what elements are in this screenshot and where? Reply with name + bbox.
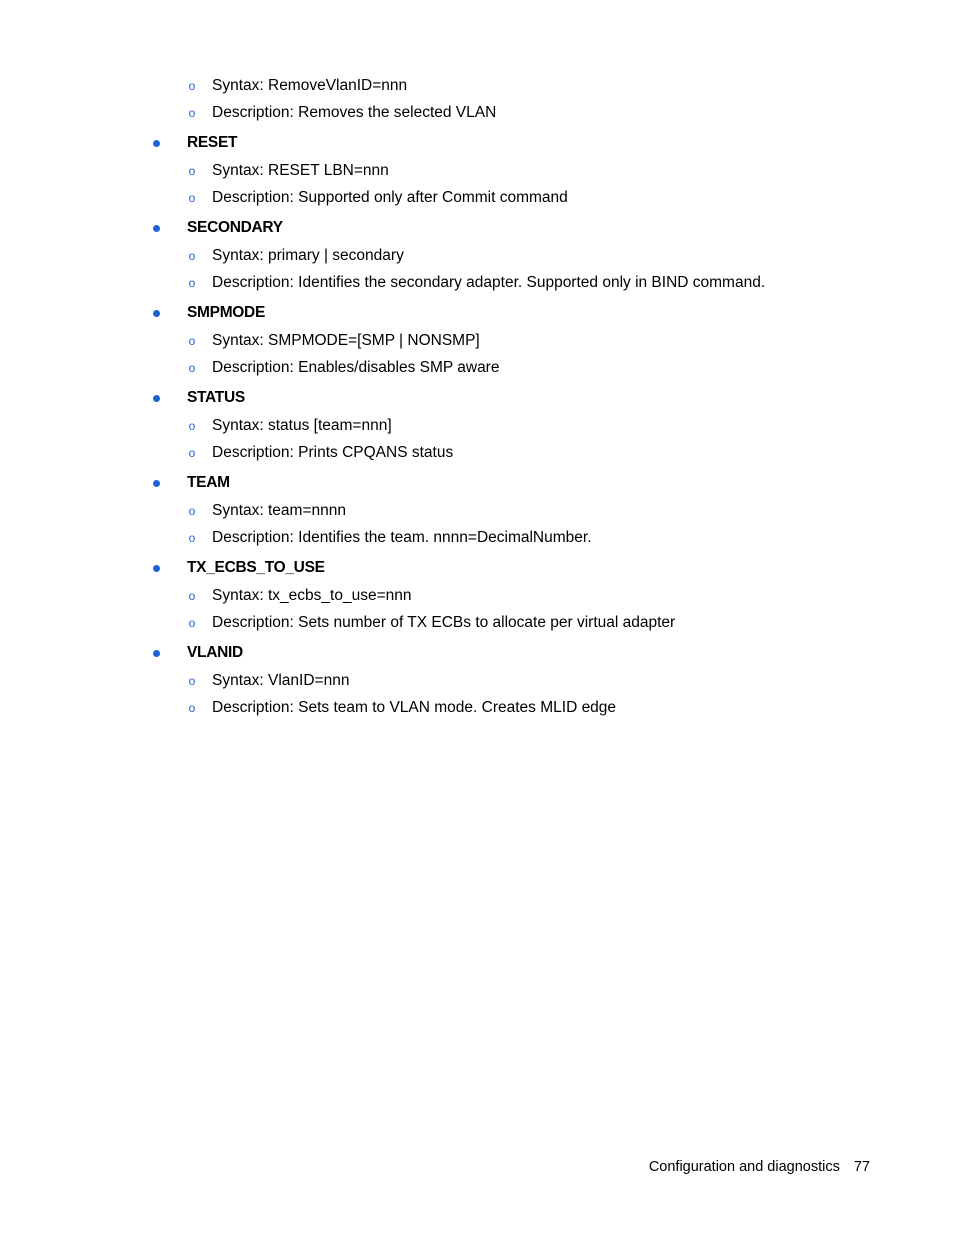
sub-item-text: Description: Removes the selected VLAN xyxy=(212,104,497,121)
sub-bullet-marker: o xyxy=(188,674,196,688)
sub-bullet-marker: o xyxy=(188,419,196,433)
command-heading xyxy=(0,638,954,667)
sub-item-text: Description: Enables/disables SMP aware xyxy=(212,359,500,376)
sub-bullet-marker: o xyxy=(188,164,196,178)
sub-bullet-marker: o xyxy=(188,701,196,715)
sub-item xyxy=(0,354,954,381)
command-heading xyxy=(0,553,954,582)
bullet-dot-icon xyxy=(153,395,160,402)
sub-item-text: Syntax: RESET LBN=nnn xyxy=(212,162,389,179)
sub-item-text: Syntax: tx_ecbs_to_use=nnn xyxy=(212,587,412,604)
sub-item xyxy=(0,269,954,296)
command-heading xyxy=(0,298,954,327)
bullet-dot-icon xyxy=(153,140,160,147)
page-footer xyxy=(649,1157,870,1177)
sub-item xyxy=(0,582,954,609)
sub-bullet-marker: o xyxy=(188,79,196,93)
sub-item-text: Description: Sets number of TX ECBs to allocate per virtual adapter xyxy=(212,614,676,631)
sub-item xyxy=(0,184,954,211)
command-name: TEAM xyxy=(187,474,230,491)
sub-item xyxy=(0,242,954,269)
command-name: STATUS xyxy=(187,389,245,406)
sub-item xyxy=(0,667,954,694)
sub-item xyxy=(0,99,954,126)
sub-item-text: Description: Identifies the secondary adapter. Supported only in BIND command. xyxy=(212,274,766,291)
bullet-dot-icon xyxy=(153,650,160,657)
sub-item-text: Description: Supported only after Commit command xyxy=(212,189,568,206)
sub-item-text: Description: Sets team to VLAN mode. Creates MLID edge xyxy=(212,699,617,716)
bullet-dot-icon xyxy=(153,310,160,317)
sub-item-text: Description: Identifies the team. nnnn=DecimalNumber. xyxy=(212,529,592,546)
sub-item xyxy=(0,327,954,354)
sub-bullet-marker: o xyxy=(188,531,196,545)
sub-bullet-marker: o xyxy=(188,446,196,460)
sub-item-text: Syntax: VlanID=nnn xyxy=(212,672,350,689)
sub-item-text: Syntax: RemoveVlanID=nnn xyxy=(212,77,408,94)
sub-item-text: Syntax: primary | secondary xyxy=(212,247,404,264)
command-heading xyxy=(0,213,954,242)
sub-bullet-marker: o xyxy=(188,106,196,120)
bullet-dot-icon xyxy=(153,480,160,487)
sub-item xyxy=(0,72,954,99)
command-list xyxy=(0,72,954,721)
command-heading xyxy=(0,383,954,412)
sub-bullet-marker: o xyxy=(188,191,196,205)
command-name: SMPMODE xyxy=(187,304,265,321)
sub-bullet-marker: o xyxy=(188,616,196,630)
command-name: VLANID xyxy=(187,644,243,661)
sub-item xyxy=(0,412,954,439)
command-name: SECONDARY xyxy=(187,219,283,236)
command-name: RESET xyxy=(187,134,238,151)
sub-item-text: Description: Prints CPQANS status xyxy=(212,444,454,461)
command-heading xyxy=(0,128,954,157)
sub-bullet-marker: o xyxy=(188,334,196,348)
sub-bullet-marker: o xyxy=(188,589,196,603)
sub-item-text: Syntax: team=nnnn xyxy=(212,502,346,519)
sub-bullet-marker: o xyxy=(188,276,196,290)
sub-item xyxy=(0,497,954,524)
command-name: TX_ECBS_TO_USE xyxy=(187,559,325,576)
bullet-dot-icon xyxy=(153,565,160,572)
sub-bullet-marker: o xyxy=(188,504,196,518)
sub-item xyxy=(0,157,954,184)
sub-item xyxy=(0,694,954,721)
sub-bullet-marker: o xyxy=(188,361,196,375)
bullet-dot-icon xyxy=(153,225,160,232)
sub-item xyxy=(0,609,954,636)
sub-item-text: Syntax: status [team=nnn] xyxy=(212,417,392,434)
command-heading xyxy=(0,468,954,497)
footer-section-title: Configuration and diagnostics xyxy=(648,1159,840,1175)
sub-bullet-marker: o xyxy=(188,249,196,263)
sub-item xyxy=(0,439,954,466)
page-number: 77 xyxy=(853,1159,870,1175)
sub-item-text: Syntax: SMPMODE=[SMP | NONSMP] xyxy=(212,332,480,349)
sub-item xyxy=(0,524,954,551)
